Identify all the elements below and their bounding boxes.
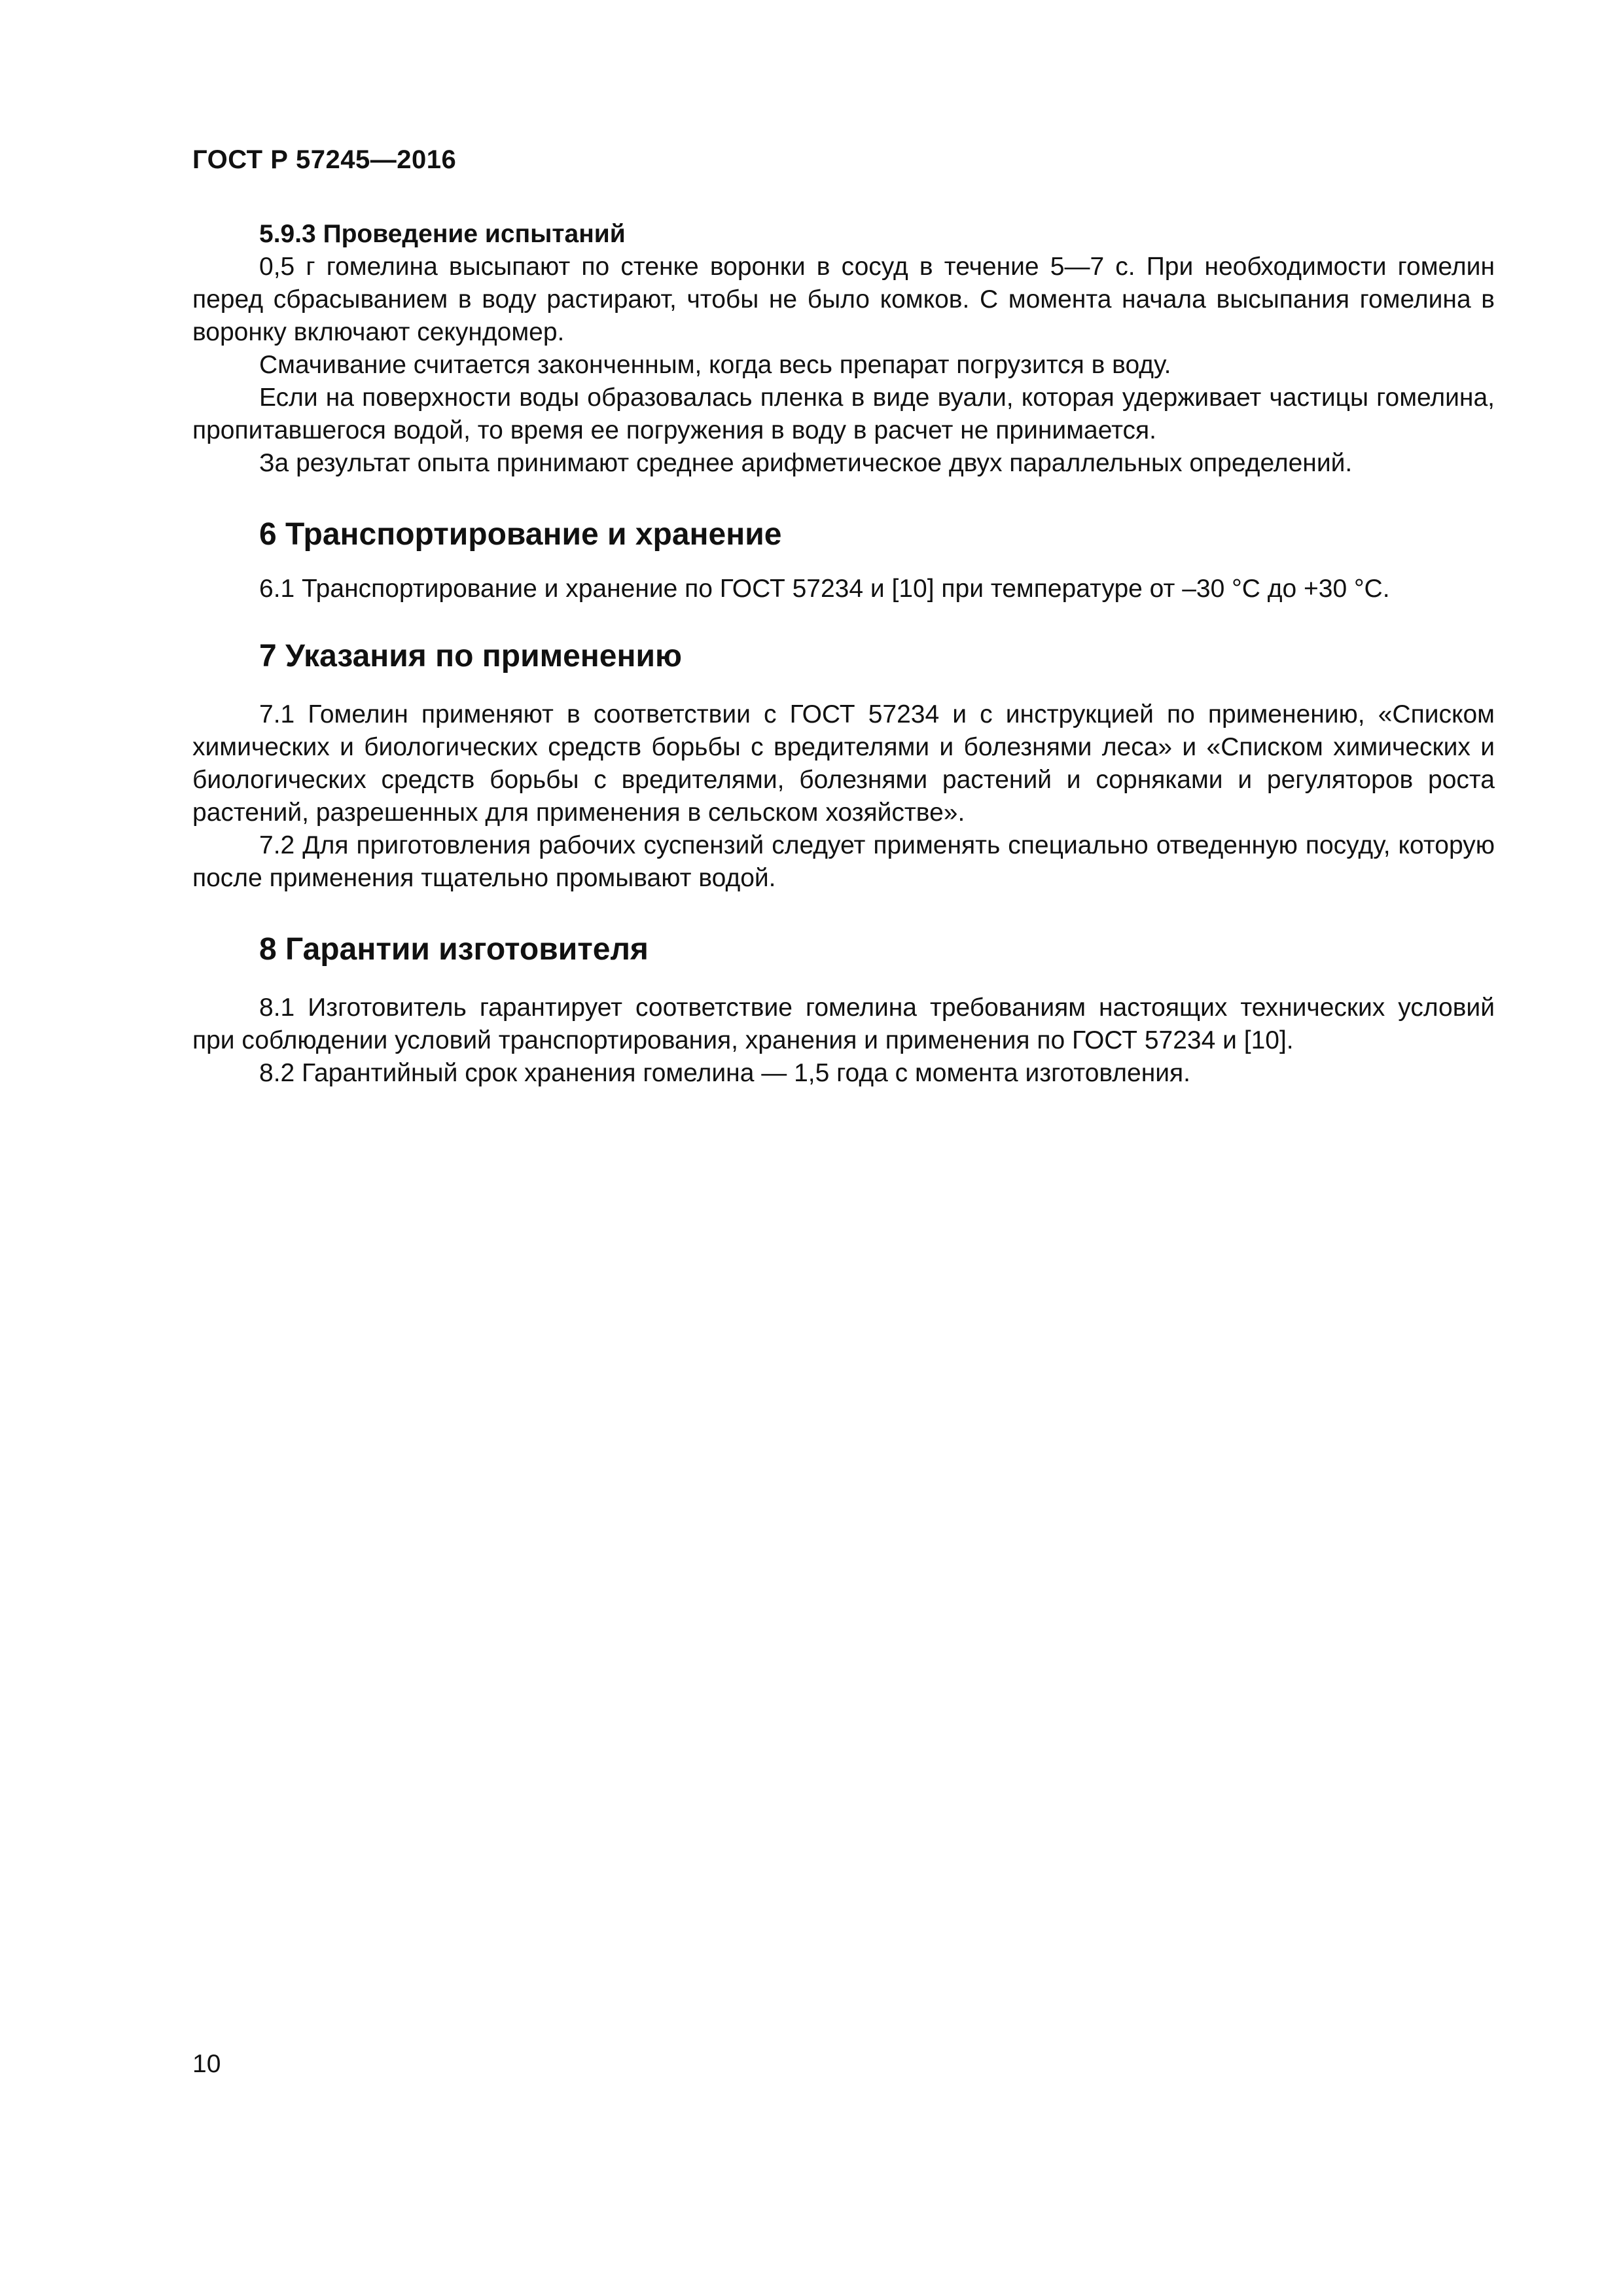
- document-header: ГОСТ Р 57245—2016: [192, 145, 457, 174]
- subsection-heading-5-9-3: 5.9.3 Проведение испытаний: [259, 220, 626, 248]
- page-number: 10: [192, 2050, 221, 2078]
- paragraph: 8.2 Гарантийный срок хранения гомелина — 1,5 года с момента изготовления.: [259, 1059, 1190, 1087]
- paragraph: За результат опыта принимают среднее арифметическое двух параллельных определений.: [259, 449, 1353, 477]
- paragraph: 8.1 Изготовитель гарантирует соответствие гомелина требованиям настоящих технических условий при соблюдении условий транспортирования, хранения и применения по ГОСТ 57234 и [10].: [192, 994, 1495, 1054]
- paragraph: 0,5 г гомелина высыпают по стенке воронки в сосуд в течение 5—7 с. При необходимости гомелин перед сбрасыванием в воду растирают, чтобы не было комков. С момента начала высыпания гомелина в воронку включают секундомер.: [192, 253, 1495, 346]
- document-body: [192, 218, 1495, 1090]
- paragraph: 6.1 Транспортирование и хранение по ГОСТ 57234 и [10] при температуре от –30 °С до +30 °С.: [259, 575, 1390, 603]
- paragraph: Если на поверхности воды образовалась пленка в виде вуали, которая удерживает частицы гомелина, пропитавшегося водой, то время ее погружения в воду в расчет не принимается.: [192, 384, 1495, 444]
- paragraph: 7.2 Для приготовления рабочих суспензий следует применять специально отведенную посуду, которую после применения тщательно промывают водой.: [192, 831, 1495, 892]
- paragraph: 7.1 Гомелин применяют в соответствии с ГОСТ 57234 и с инструкцией по применению, «Списком химических и биологических средств борьбы с вредителями и болезнями леса» и «Списком химических и биологических средств борьбы с вредителями, болезнями растений и сорняками и регуляторов роста растений, разрешенных для применения в сельском хозяйстве».: [192, 700, 1495, 827]
- paragraph: Смачивание считается законченным, когда весь препарат погрузится в воду.: [259, 351, 1171, 379]
- section-heading-6: 6 Транспортирование и хранение: [259, 517, 782, 552]
- section-heading-7: 7 Указания по применению: [259, 639, 682, 673]
- section-heading-8: 8 Гарантии изготовителя: [259, 932, 649, 967]
